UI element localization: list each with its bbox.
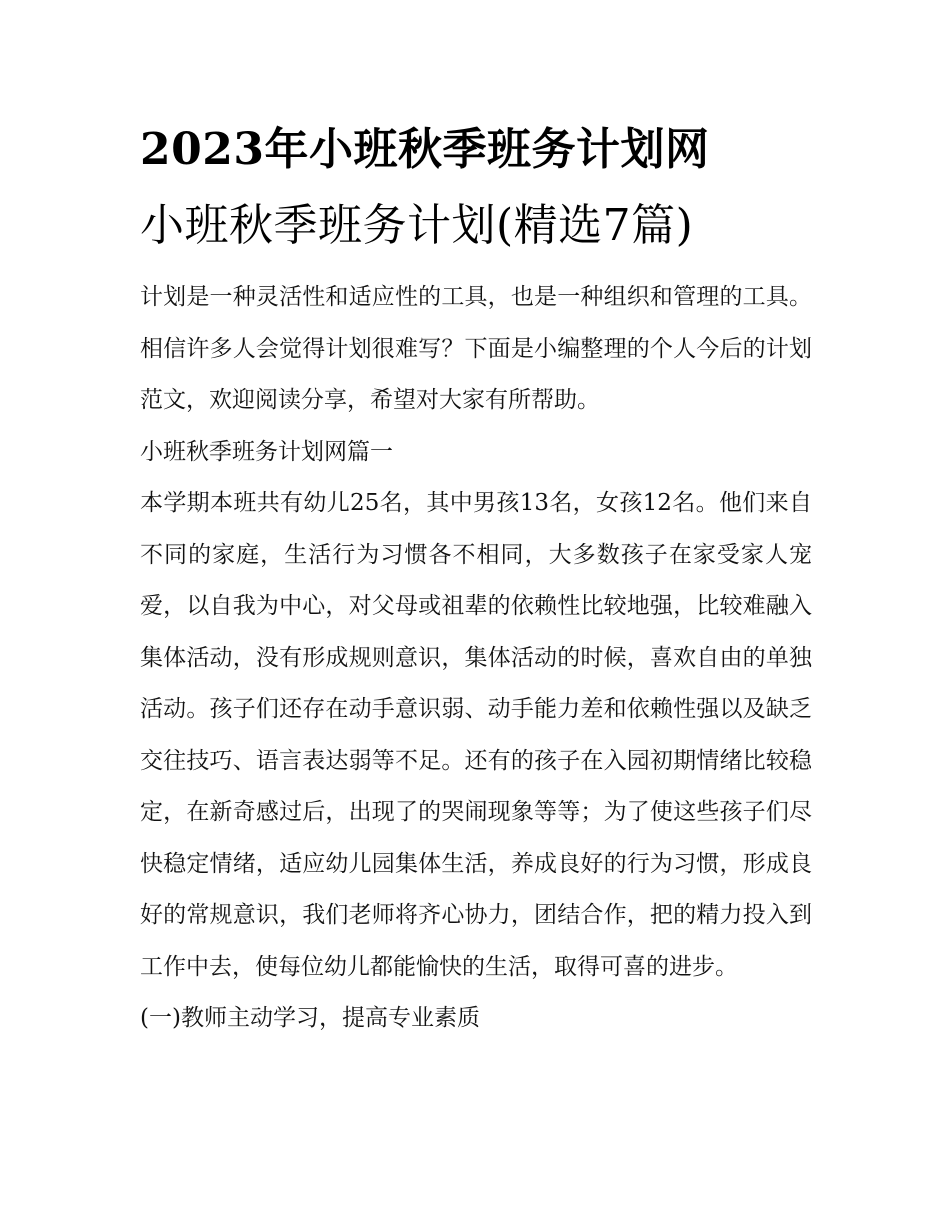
intro-paragraph: 计划是一种灵活性和适应性的工具，也是一种组织和管理的工具。相信许多人会觉得计划很难写？下面是小编整理的个人今后的计划范文，欢迎阅读分享，希望对大家有所帮助。 — [140, 284, 812, 413]
section-paragraph: 本学期本班共有幼儿25名，其中男孩13名，女孩12名。他们来自不同的家庭，生活行为习惯各不相同，大多数孩子在家受家人宠爱，以自我为中心，对父母或祖辈的依赖性比较地强，比较难融入集体活动，没有形成规则意识，集体活动的时候，喜欢自由的单独活动。孩子们还存在动手意识弱、动手能力差和依赖性强以及缺乏交往技巧、语言表达弱等不足。还有的孩子在入园初期情绪比较稳定，在新奇感过后，出现了的哭闹现象等等；为了使这些孩子们尽快稳定情绪，适应幼儿园集体生活，养成良好的行为习惯，形成良好的常规意识，我们老师将齐心协力，团结合作，把的精力投入到工作中去，使每位幼儿都能愉快的生活，取得可喜的进步。 — [140, 490, 812, 980]
document-title — [140, 112, 812, 264]
section-heading: 小班秋季班务计划网篇一 — [140, 438, 393, 465]
title-line-1: 2023年小班秋季班务计划网 — [140, 124, 710, 175]
document-content — [140, 112, 812, 1045]
document-body — [140, 272, 812, 1045]
subheading: (一)教师主动学习，提高专业素质 — [140, 1005, 480, 1031]
title-line-2: 小班秋季班务计划(精选7篇) — [140, 200, 694, 251]
